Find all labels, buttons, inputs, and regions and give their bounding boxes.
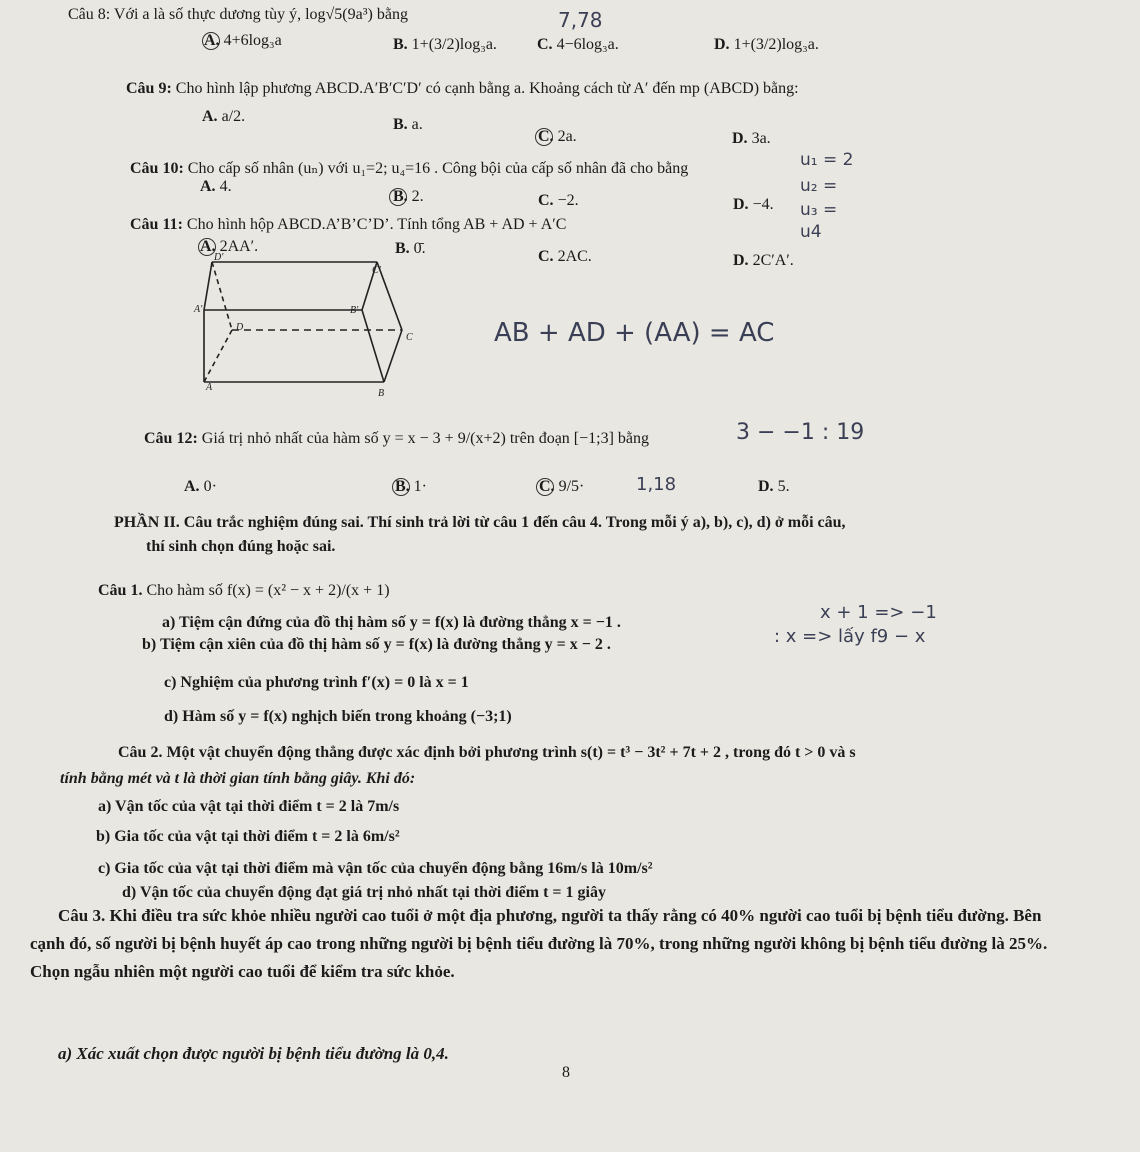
q12-option-c[interactable]: C. 9/5·	[539, 478, 585, 495]
q9-option-a[interactable]: A. a/2.	[202, 108, 246, 125]
q12-hand-work: 3 − −1 : 19	[736, 420, 865, 445]
c1-statement-b[interactable]: b) Tiệm cận xiên của đồ thị hàm số y = f(x) là đường thẳng y = x − 2 .	[142, 636, 611, 653]
label-d: D	[236, 322, 244, 333]
q10-hand-note-2: u₂ =	[800, 176, 838, 196]
q12-question: Câu 12: Giá trị nhỏ nhất của hàm số y = x − 3 + 9/(x+2) trên đoạn [−1;3] bằng	[144, 430, 650, 447]
c2-statement-b[interactable]: b) Gia tốc của vật tại thời điểm t = 2 là 6m/s²	[96, 828, 400, 845]
c2-statement-d[interactable]: d) Vận tốc của chuyển động đạt giá trị nhỏ nhất tại thời điểm t = 1 giây	[122, 884, 606, 901]
c1-b-hand: : x => lấy f9 − x	[774, 626, 926, 647]
c3-question: Câu 3. Khi điều tra sức khỏe nhiều người cao tuổi ở một địa phương, người ta thấy rằng có 40% người cao tuổi bị bệnh tiểu đường. Bên cạnh đó, số người bị bệnh huyết áp cao trong những người bị bệnh tiểu đường là 70%, trong những người không bị bệnh tiểu đường là 25%. Chọn ngẫu nhiên một người cao tuổi để kiểm tra sức khỏe.	[30, 906, 1048, 981]
label-b: B	[378, 388, 385, 399]
c1-question: Câu 1. Cho hàm số f(x) = (x² − x + 2)/(x + 1)	[98, 582, 390, 599]
q11-option-b[interactable]: B. 0̄.	[395, 240, 426, 257]
label-c1: C'	[372, 265, 381, 276]
page-number: 8	[562, 1064, 570, 1081]
q8-option-c[interactable]: C. 4−6log₃a.	[537, 36, 619, 53]
q8-option-a[interactable]: A. 4+6log₃a	[204, 32, 282, 49]
q10-hand-note-1: u₁ = 2	[800, 150, 854, 170]
q10-hand-note-4: u4	[800, 222, 822, 242]
part2-heading: PHẦN II. Câu trắc nghiệm đúng sai. Thí sinh trả lời từ câu 1 đến câu 4. Trong mỗi ý a), b), c), d) ở mỗi câu,	[114, 514, 846, 531]
q9-option-b[interactable]: B. a.	[393, 116, 423, 133]
q10-option-a[interactable]: A. 4.	[200, 178, 232, 195]
label-b1: B'	[350, 305, 359, 316]
c3-statement-a[interactable]: a) Xác xuất chọn được người bị bệnh tiểu đường là 0,4.	[58, 1044, 449, 1063]
label-c: C	[406, 332, 413, 343]
q11-option-d[interactable]: D. 2C′A′.	[733, 252, 794, 269]
q10-question: Câu 10: Cho cấp số nhân (uₙ) với u₁=2; u₄=16 . Công bội của cấp số nhân đã cho bằng	[130, 160, 689, 177]
label-d1: D'	[214, 252, 224, 263]
c2-question-line2: tính bằng mét và t là thời gian tính bằng giây. Khi đó:	[60, 770, 416, 787]
parallelepiped-figure	[192, 250, 432, 420]
c1-a-hand: x + 1 => −1	[820, 602, 937, 623]
q8-option-b[interactable]: B. 1+(3/2)log₃a.	[393, 36, 497, 53]
edge-d1d-hidden	[212, 262, 232, 330]
q9-option-c[interactable]: C. 2a.	[538, 128, 577, 145]
q8-hand-answer: 7,78	[558, 8, 603, 32]
c1-statement-c[interactable]: c) Nghiệm của phương trình f′(x) = 0 là x = 1	[164, 674, 469, 691]
c2-question: Câu 2. Một vật chuyển động thẳng được xác định bởi phương trình s(t) = t³ − 3t² + 7t + 2 , trong đó t > 0 và s	[118, 744, 856, 761]
q12-hand-c: 1,18	[636, 474, 677, 495]
q10-hand-note-3: u₃ =	[800, 200, 838, 220]
edge-bc	[384, 330, 402, 382]
c2-statement-c[interactable]: c) Gia tốc của vật tại thời điểm mà vận tốc của chuyển động bằng 16m/s là 10m/s²	[98, 860, 653, 877]
q11-option-c[interactable]: C. 2AC.	[538, 248, 592, 265]
label-a: A	[206, 382, 213, 393]
q11-question: Câu 11: Cho hình hộp ABCD.A’B’C’D’. Tính tổng AB + AD + A′C	[130, 216, 567, 233]
label-a1: A'	[194, 304, 203, 315]
q11-option-a[interactable]: A. 2AA′.	[200, 238, 259, 255]
c1-statement-a[interactable]: a) Tiệm cận đứng của đồ thị hàm số y = f(x) là đường thẳng x = −1 .	[162, 614, 621, 631]
q9-question: Câu 9: Cho hình lập phương ABCD.A′B′C′D′ có cạnh bằng a. Khoảng cách từ A′ đến mp (ABCD) bằng:	[126, 80, 799, 97]
edge-b1b	[362, 310, 384, 382]
c2-statement-a[interactable]: a) Vận tốc của vật tại thời điểm t = 2 là 7m/s	[98, 798, 400, 815]
c1-statement-d[interactable]: d) Hàm số y = f(x) nghịch biến trong khoảng (−3;1)	[164, 708, 512, 725]
q8-stem: Câu 8: Với a là số thực dương tùy ý, log√5(9a³) bằng	[68, 6, 408, 23]
part2-heading-line2: thí sinh chọn đúng hoặc sai.	[146, 538, 336, 555]
q12-option-a[interactable]: A. 0·	[184, 478, 217, 495]
edge-da-hidden	[204, 330, 232, 382]
q10-option-b[interactable]: B. 2.	[393, 188, 424, 205]
q12-option-d[interactable]: D. 5.	[758, 478, 790, 495]
q8-option-d[interactable]: D. 1+(3/2)log₃a.	[714, 36, 819, 53]
q12-option-b[interactable]: B. 1·	[395, 478, 427, 495]
q9-option-d[interactable]: D. 3a.	[732, 130, 771, 147]
q10-option-d[interactable]: D. −4.	[733, 196, 774, 213]
q11-hand-work: AB + AD + (AA) = AC	[494, 318, 775, 348]
q10-option-c[interactable]: C. −2.	[538, 192, 579, 209]
edge-d1a1	[204, 262, 212, 310]
